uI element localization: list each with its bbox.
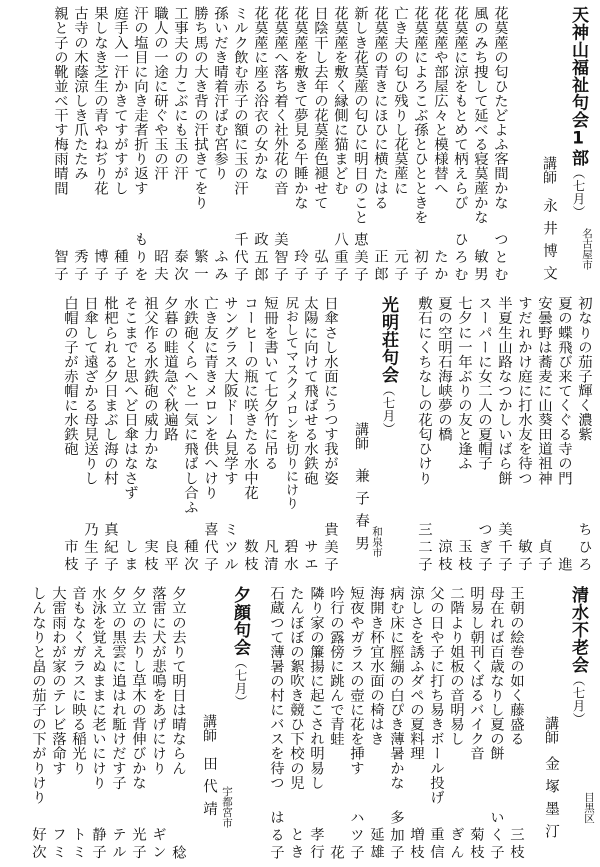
haiku-author: 進 — [556, 556, 572, 574]
haiku-author: トミ — [70, 827, 86, 862]
haiku-author: 種次 — [182, 539, 198, 574]
haiku-author: ミツル — [222, 521, 238, 574]
haiku-author: 貞子 — [536, 539, 552, 574]
haiku-row — [27, 586, 46, 862]
haiku-text: 風のみち捜して延べる寝茣蓙かな — [472, 6, 488, 225]
haiku-row — [485, 586, 504, 862]
haiku-author: フミ — [50, 827, 66, 862]
haiku-row — [179, 296, 198, 574]
haiku-row — [119, 296, 138, 574]
haiku-row — [505, 586, 524, 862]
haiku-row — [453, 296, 472, 574]
haiku-text: 職人の一途に研ぐや玉の汗 — [152, 6, 168, 181]
haiku-author: 稔 — [170, 844, 186, 862]
haiku-text: 水泳を覚えぬままに老いにけり — [90, 586, 106, 790]
haiku-text: 太陽に向けて飛ばせる水鉄砲 — [302, 296, 318, 486]
haiku-text: 夕立の去りて明日は晴ならん — [170, 586, 186, 776]
haiku-text: 日傘さし水面にうつす我が姿 — [322, 296, 338, 486]
group-title-text: 天神山福祉句会1部 — [568, 6, 588, 167]
haiku-text: 王朝の絵巻の如く藤盛る — [508, 586, 524, 747]
haiku-text: 音もなくガラスに映る稲光り — [70, 586, 86, 776]
haiku-author: 繁一 — [192, 249, 208, 284]
haiku-text: 二階より姐板の音明易し — [448, 586, 464, 747]
teacher-name: 金塚墨汀 — [543, 756, 559, 846]
haiku-text: 落雷に犬が悲鳴をあげにけり — [150, 586, 166, 776]
haiku-author: 智子 — [52, 249, 68, 284]
haiku-author: 増枝 — [408, 827, 424, 862]
haiku-row — [489, 6, 508, 284]
haiku-row — [329, 6, 348, 284]
haiku-row — [129, 6, 148, 284]
haiku-row — [305, 586, 324, 862]
haiku-text: 短夜やガラスの壺に花を挿す — [348, 586, 364, 776]
haiku-text: 半夏生山路なつかしいばら餅 — [496, 296, 512, 486]
group-title — [569, 586, 586, 726]
haiku-text: 夏の蝶飛び来てくぐる寺の門 — [556, 296, 572, 486]
group-title-text: 夕顔句会 — [230, 586, 250, 656]
haiku-author: 三枝 — [508, 827, 524, 862]
group-city: 名古屋市 — [581, 228, 593, 270]
haiku-author: 真紀子 — [102, 521, 118, 574]
haiku-text: 病む床に脛繃の白ぴき薄暑かな — [388, 586, 404, 790]
haiku-text: ミルク飲む赤子の額に玉の汗 — [232, 6, 248, 196]
haiku-author: 延雄 — [368, 827, 384, 862]
haiku-row — [189, 6, 208, 284]
haiku-row — [127, 586, 146, 862]
haiku-row — [389, 6, 408, 284]
haiku-row — [413, 296, 432, 574]
haiku-row — [345, 586, 364, 862]
haiku-author: 種子 — [112, 249, 128, 284]
haiku-text: 隣り家の簾揚に起こされ明易し — [308, 586, 324, 790]
haiku-row — [67, 586, 86, 862]
haiku-text: 勝ち馬の大き背の汗拭きてをり — [192, 6, 208, 210]
haiku-text: 海開き杯宜水面の椅はき — [368, 586, 384, 747]
haiku-author: はる子 — [268, 809, 284, 862]
haiku-text: 明易し朝刊くばるバイク音 — [468, 586, 484, 761]
group-title-text: 清水不老会 — [568, 586, 588, 674]
haiku-author: 涼枝 — [436, 539, 452, 574]
haiku-text: 夕暮の畦道急ぐ秋遍路 — [162, 296, 178, 442]
haiku-author: ぎん — [448, 827, 464, 862]
group-header — [526, 586, 595, 862]
haiku-row — [513, 296, 532, 574]
haiku-text: 尻おしてマスクメロンを切りにけり — [283, 296, 298, 510]
haiku-row — [433, 296, 452, 574]
haiku-row — [309, 6, 328, 284]
band-top — [8, 6, 593, 288]
haiku-author: 良平 — [162, 539, 178, 574]
group-title — [231, 586, 248, 708]
haiku-row — [199, 296, 218, 574]
teacher-name: 永井博文 — [541, 198, 557, 288]
haiku-author: つとむ — [492, 231, 508, 284]
haiku-text: 花茣蓙の匂ひたどよふ客間かな — [492, 6, 508, 210]
haiku-text: 夕立の黒雲に追はれ駈けだす子 — [110, 586, 126, 790]
teacher-name: 兼子春男 — [353, 468, 369, 558]
haiku-author: ちひろ — [576, 521, 592, 574]
haiku-text: すだれかけ庭に打水友を待つ — [516, 296, 532, 486]
haiku-author: 花 — [328, 844, 344, 862]
haiku-author: つぎ子 — [476, 521, 492, 574]
haiku-row — [259, 296, 278, 574]
group-header — [188, 586, 254, 862]
haiku-row — [139, 296, 158, 574]
group-city: 和泉市 — [371, 526, 383, 558]
haiku-text: 白帽の子が赤帽に水鉄砲 — [62, 296, 78, 457]
haiku-text: 古寺の木蔭涼しき爪たたみ — [72, 6, 88, 181]
group-header — [340, 296, 402, 574]
haiku-row — [465, 586, 484, 862]
haiku-row — [249, 6, 268, 284]
group-month: （七月） — [571, 673, 586, 726]
haiku-row — [299, 296, 318, 574]
haiku-author: 敏子 — [516, 539, 532, 574]
haiku-author: 貴美子 — [322, 521, 338, 574]
haiku-text: 安曇野は蕎麦に山葵田道祖神 — [536, 296, 552, 486]
haiku-text: 庭手入一汗かきてすがすがし — [112, 6, 128, 196]
haiku-text: サングラス大阪ドーム見学す — [222, 296, 238, 486]
haiku-text: 花茣蓙によろこぶ孫とひとときを — [412, 6, 428, 225]
group-title — [569, 6, 586, 219]
group-month: （七月） — [233, 656, 248, 708]
group-continuation — [412, 296, 592, 574]
group-city: 宇都宮市 — [221, 786, 233, 828]
haiku-author: 実枝 — [142, 539, 158, 574]
haiku-author: しま — [122, 539, 138, 574]
haiku-author: 乃生子 — [82, 521, 98, 574]
teacher-role: 講師 — [543, 716, 559, 744]
haiku-text: 花茣蓙を敷く縁側に猫まどむ — [332, 6, 348, 196]
haiku-author: 凡清 — [262, 539, 278, 574]
haiku-row — [445, 586, 464, 862]
haiku-author: 玉枝 — [456, 539, 472, 574]
haiku-text: 夏の空明石海峡夢の橋 — [436, 296, 452, 442]
haiku-text: 花茣蓙に座る浴衣の女かな — [252, 6, 268, 181]
haiku-text: 新しき花茣蓙の匂ひに明日のこと — [352, 6, 368, 225]
haiku-author: 市枝 — [62, 539, 78, 574]
haiku-row — [429, 6, 448, 284]
haiku-author: 数枝 — [242, 539, 258, 574]
haiku-row — [289, 6, 308, 284]
haiku-author: 玲子 — [292, 249, 308, 284]
haiku-row — [69, 6, 88, 284]
haiku-text: 短冊を書いて七夕竹に吊る — [262, 296, 278, 471]
haiku-author: 喜代子 — [202, 521, 218, 574]
haiku-author: 静子 — [90, 827, 106, 862]
haiku-row — [319, 296, 338, 574]
haiku-text: 七夕に一年ぶりの友と逢ふ — [456, 296, 472, 471]
haiku-text: 枇杷られる夕日まぶし海の村 — [102, 296, 118, 486]
haiku-row — [349, 6, 368, 284]
haiku-author: 菊枝 — [468, 827, 484, 862]
haiku-author: 初子 — [412, 249, 428, 284]
haiku-text: 花茣蓙を敷きて夢見る午睡かな — [292, 6, 308, 210]
haiku-row — [553, 296, 572, 574]
haiku-author: たか — [432, 249, 448, 284]
haiku-row — [269, 6, 288, 284]
haiku-row — [229, 6, 248, 284]
haiku-row — [573, 296, 592, 574]
teacher-role: 講師 — [201, 714, 217, 742]
haiku-row — [533, 296, 552, 574]
haiku-text: 花茣蓙に涼をもとめて柄えらび — [452, 6, 468, 210]
haiku-text: 孫いだき晴着汗ばむ宮参り — [212, 6, 228, 181]
group-title — [379, 296, 396, 436]
haiku-row — [59, 296, 78, 574]
haiku-author: 昭夫 — [152, 249, 168, 284]
haiku-author: ひろむ — [452, 231, 468, 284]
teacher-role: 講師 — [541, 156, 557, 184]
haiku-text: 祖父作る水鉄砲の威力かな — [142, 296, 158, 471]
haiku-author: 弘子 — [312, 249, 328, 284]
haiku-row — [99, 296, 118, 574]
haiku-row — [159, 296, 178, 574]
haiku-row — [369, 6, 388, 284]
haiku-text: 初なりの茄子輝く濃紫 — [576, 296, 592, 442]
haiku-text: 花茣蓙へ落ち着く社外花の音 — [272, 6, 288, 196]
haiku-author: 三二子 — [416, 521, 432, 574]
haiku-author: 敏男 — [472, 249, 488, 284]
haiku-author: ふみ — [212, 249, 228, 284]
haiku-text: 日陰干し去年の花茣蓙色褪せて — [312, 6, 328, 210]
haiku-author: とき — [288, 827, 304, 862]
haiku-text: 敷石にくちなしの花匂ひけり — [416, 296, 432, 486]
haiku-row — [87, 586, 106, 862]
haiku-author: 多加子 — [388, 809, 404, 862]
haiku-text: 工事夫の力こぶにも玉の汗 — [172, 6, 188, 181]
group-shimizu-furo — [264, 586, 595, 862]
haiku-text: そこまでと思へど日傘はなさず — [122, 296, 138, 500]
haiku-row — [149, 6, 168, 284]
haiku-author: 博子 — [92, 249, 108, 284]
haiku-text: 大雷雨わが家のテレビ落命す — [50, 586, 66, 776]
group-tenjinyama — [48, 6, 593, 288]
haiku-author: もりを — [132, 231, 148, 284]
haiku-row — [493, 296, 512, 574]
haiku-author: 孝行 — [308, 827, 324, 862]
band-middle — [8, 296, 592, 574]
haiku-author: 正郎 — [372, 249, 388, 284]
haiku-row — [385, 586, 404, 862]
haiku-author: 美千子 — [496, 521, 512, 574]
group-city: 目黒区 — [583, 792, 595, 824]
haiku-text: たんぼぼの絮吹き競ひ下校の児 — [288, 586, 304, 790]
haiku-row — [167, 586, 186, 862]
haiku-author: 美智子 — [272, 231, 288, 284]
haiku-row — [49, 6, 68, 284]
haiku-row — [473, 296, 492, 574]
haiku-author: 千代子 — [232, 231, 248, 284]
group-month: （七月） — [571, 166, 586, 219]
haiku-text: 夕立の去りし草木の背伸びかな — [130, 586, 146, 790]
haiku-text: 亡き友に青きメロンを供へけり — [202, 296, 218, 500]
haiku-author: 八重子 — [332, 231, 348, 284]
haiku-row — [89, 6, 108, 284]
haiku-row — [449, 6, 468, 284]
haiku-author: 光子 — [130, 827, 146, 862]
haiku-row — [265, 586, 284, 862]
haiku-author: いく子 — [488, 809, 504, 862]
haiku-text: 亡き夫の匂ひ残りし花茣蓙に — [392, 6, 408, 196]
haiku-text: 母在れば百歳なりし夏の餅 — [488, 586, 504, 761]
haiku-row — [219, 296, 238, 574]
haiku-author: 政五郎 — [252, 231, 268, 284]
haiku-author: ハツ子 — [348, 809, 364, 862]
haiku-text: コーヒーの瓶に咲きたる水中花 — [242, 296, 258, 500]
haiku-text: 石蔵つて薄暑の村にバスを待つ — [268, 586, 284, 790]
haiku-text: 吟行の露傍に跳んで青蛙 — [328, 586, 344, 747]
band-bottom — [8, 586, 595, 862]
haiku-row — [147, 586, 166, 862]
haiku-text: 親と子の靴並べ干す梅雨晴間 — [52, 6, 68, 196]
haiku-text: 果しなき芝生の青やねぢり花 — [92, 6, 108, 196]
group-title-text: 光明荘句会 — [378, 296, 398, 384]
teacher-name: 田代靖 — [201, 756, 217, 824]
haiku-row — [169, 6, 188, 284]
haiku-row — [209, 6, 228, 284]
haiku-row — [47, 586, 66, 862]
haiku-author: ギン — [150, 827, 166, 862]
haiku-row — [405, 586, 424, 862]
haiku-text: 涼しさを誘ふダペの夏料理 — [408, 586, 424, 761]
haiku-row — [469, 6, 488, 284]
haiku-text: 花茣蓙の青きにほひに横たはる — [372, 6, 388, 210]
haiku-author: テル — [110, 827, 126, 862]
haiku-text: 父の日や子に打ち易きボール投げ — [428, 586, 444, 805]
haiku-author: 重信 — [428, 827, 444, 862]
haiku-text: 汗の塩目に向き走者折り返す — [132, 6, 148, 196]
haiku-text: 水鉄砲くらへと一気に飛ばし合ふ — [182, 296, 198, 515]
haiku-row — [239, 296, 258, 574]
haiku-row — [279, 296, 298, 574]
haiku-row — [425, 586, 444, 862]
haiku-author: サエ — [302, 539, 318, 574]
haiku-author: 秀子 — [72, 249, 88, 284]
group-header — [510, 6, 593, 288]
haiku-text: 花茣蓙や部屋広々と模様替へ — [432, 6, 448, 196]
haiku-row — [325, 586, 344, 862]
haiku-text: スーパーに女二人の夏帽子 — [476, 296, 492, 471]
haiku-row — [109, 6, 128, 284]
haiku-author: 元子 — [392, 249, 408, 284]
haiku-row — [79, 296, 98, 574]
haiku-row — [107, 586, 126, 862]
haiku-row — [365, 586, 384, 862]
haiku-author: 恵美子 — [352, 231, 368, 284]
haiku-text: 日傘して遠ざかる母見送りし — [82, 296, 98, 486]
group-yugao — [26, 586, 254, 862]
teacher-role: 講師 — [353, 422, 369, 450]
haiku-row — [285, 586, 304, 862]
haiku-text: しんなりと畠の茄子の下がりけり — [30, 586, 46, 805]
haiku-row — [409, 6, 428, 284]
haiku-author: 碧水 — [282, 539, 298, 574]
haiku-author: 好次 — [30, 827, 46, 862]
group-komyoso — [58, 296, 402, 574]
haiku-author: 泰次 — [172, 249, 188, 284]
group-month: （七月） — [381, 383, 396, 436]
